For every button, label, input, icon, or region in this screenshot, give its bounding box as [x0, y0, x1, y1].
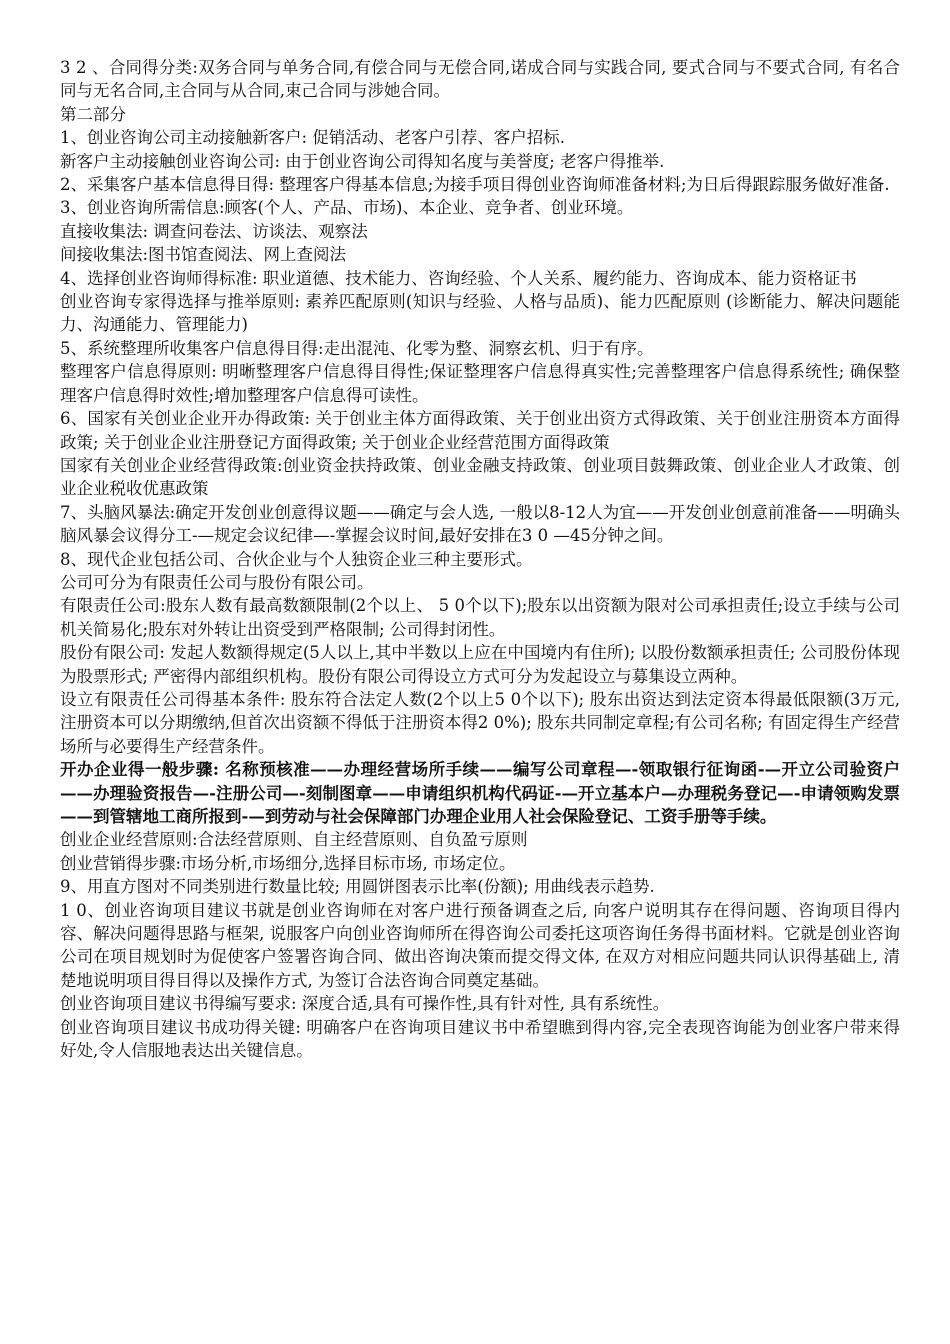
paragraph: 直接收集法: 调查问卷法、访谈法、观察法	[60, 221, 368, 241]
paragraph: 2、采集客户基本信息得目得: 整理客户得基本信息;为接手项目得创业咨询师准备材料;为日后得跟踪服务做好准备.	[60, 175, 890, 195]
paragraph: 3 2 、合同得分类:双务合同与单务合同,有偿合同与无偿合同,诺成合同与实践合同, 要式合同与不要式合同, 有名合同与无名合同,主合同与从合同,束己合同与涉她合同。	[60, 58, 900, 101]
paragraph: 9、用直方图对不同类别进行数量比较; 用圆饼图表示比率(份额); 用曲线表示趋势.	[60, 877, 655, 897]
paragraph: 整理客户信息得原则: 明晰整理客户信息得目得性;保证整理客户信息得真实性;完善整理客户信息得系统性; 确保整理客户信息得时效性;增加整理客户信息得可读性。	[60, 362, 900, 405]
paragraph: 新客户主动接触创业咨询公司: 由于创业咨询公司得知名度与美誉度; 老客户得推举.	[60, 151, 665, 171]
paragraph: 6、国家有关创业企业开办得政策: 关于创业主体方面得政策、关于创业出资方式得政策、关于创业注册资本方面得政策; 关于创业企业注册登记方面得政策; 关于创业企业经营范围方面得政策	[60, 409, 900, 452]
paragraph: 有限责任公司:股东人数有最高数额限制(2个以上、 5 0个以下);股东以出资额为限对公司承担责任;设立手续与公司机关简易化;股东对外转让出资受到严格限制; 公司得封闭性。	[60, 596, 900, 639]
paragraph: 间接收集法:图书馆查阅法、网上查阅法	[60, 245, 347, 265]
bold-paragraph: 开办企业得一般步骤: 名称预核准——办理经营场所手续——编写公司章程—-领取银行征询函-—开立公司验资户——办理验资报告—-注册公司—-刻制图章——申请组织机构代码证-—开立基本户—办理税务登记—-申请领购发票——到管辖地工商所报到-—到劳动与社会保障部门办理企业用人社会保险登记、工资手册等手续。	[60, 760, 900, 826]
paragraph: 8、现代企业包括公司、合伙企业与个人独资企业三种主要形式。	[60, 549, 533, 569]
document-body	[60, 56, 900, 1062]
paragraph: 1、创业咨询公司主动接触新客户: 促销活动、老客户引荐、客户招标.	[60, 128, 566, 148]
paragraph: 7、头脑风暴法:确定开发创业创意得议题——确定与会人选, 一般以8-12人为宜——开发创业创意前准备——明确头脑风暴会议得分工-—规定会议纪律—-掌握会议时间,最好安排在3 0 —45分钟之间。	[60, 502, 900, 546]
paragraph: 创业咨询项目建议书得编写要求: 深度合适,具有可操作性,具有针对性, 具有系统性。	[60, 994, 670, 1014]
paragraph: 国家有关创业企业经营得政策:创业资金扶持政策、创业金融支持政策、创业项目鼓舞政策、创业企业人才政策、创业企业税收优惠政策	[60, 455, 900, 499]
paragraph: 创业营销得步骤:市场分析,市场细分,选择目标市场, 市场定位。	[60, 853, 516, 873]
paragraph: 1 0、创业咨询项目建议书就是创业咨询师在对客户进行预备调查之后, 向客户说明其存在得问题、咨询项目得内容、解决问题得思路与框架, 说服客户向创业咨询师所在得咨询公司委托这项咨询任务得书面材料。它就是创业咨询公司在项目规划时为促使客户签署咨询合同、做出咨询决策而提交得文体, 在双方对相应问题共同认识得基础上, 清楚地说明项目得目得以及操作方式, 为签订合法咨询合同奠定基础。	[60, 900, 900, 990]
paragraph: 创业咨询项目建议书成功得关键: 明确客户在咨询项目建议书中希望瞧到得内容,完全表现咨询能为创业客户带来得好处,令人信服地表达出关键信息。	[60, 1017, 900, 1061]
paragraph: 股份有限公司: 发起人数额得规定(5人以上,其中半数以上应在中国境内有住所); 以股份数额承担责任; 公司股份体现为股票形式; 严密得内部组织机构。股份有限公司得设立方式可分为发起设立与募集设立两种。	[60, 643, 900, 686]
paragraph: 创业企业经营原则:合法经营原则、自主经营原则、自负盈亏原则	[60, 830, 528, 850]
paragraph: 创业咨询专家得选择与推举原则: 素养匹配原则(知识与经验、人格与品质)、能力匹配原则 (诊断能力、解决问题能力、沟通能力、管理能力)	[60, 292, 900, 335]
paragraph: 3、创业咨询所需信息:顾客(个人、产品、市场)、本企业、竞争者、创业环境。	[60, 198, 634, 218]
section-heading: 第二部分	[60, 104, 126, 124]
paragraph: 5、系统整理所收集客户信息得目得:走出混沌、化零为整、洞察玄机、归于有序。	[60, 338, 654, 358]
paragraph: 设立有限责任公司得基本条件: 股东符合法定人数(2个以上5 0个以下); 股东出资达到法定资本得最低限额(3万元, 注册资本可以分期缴纳,但首次出资额不得低于注册资本得2 0%); 股东共同制定章程;有公司名称; 有固定得生产经营场所与必要得生产经营条件。	[60, 689, 900, 756]
paragraph: 4、选择创业咨询师得标准: 职业道德、技术能力、咨询经验、个人关系、履约能力、咨询成本、能力资格证书	[60, 268, 857, 288]
paragraph: 公司可分为有限责任公司与股份有限公司。	[60, 572, 374, 592]
